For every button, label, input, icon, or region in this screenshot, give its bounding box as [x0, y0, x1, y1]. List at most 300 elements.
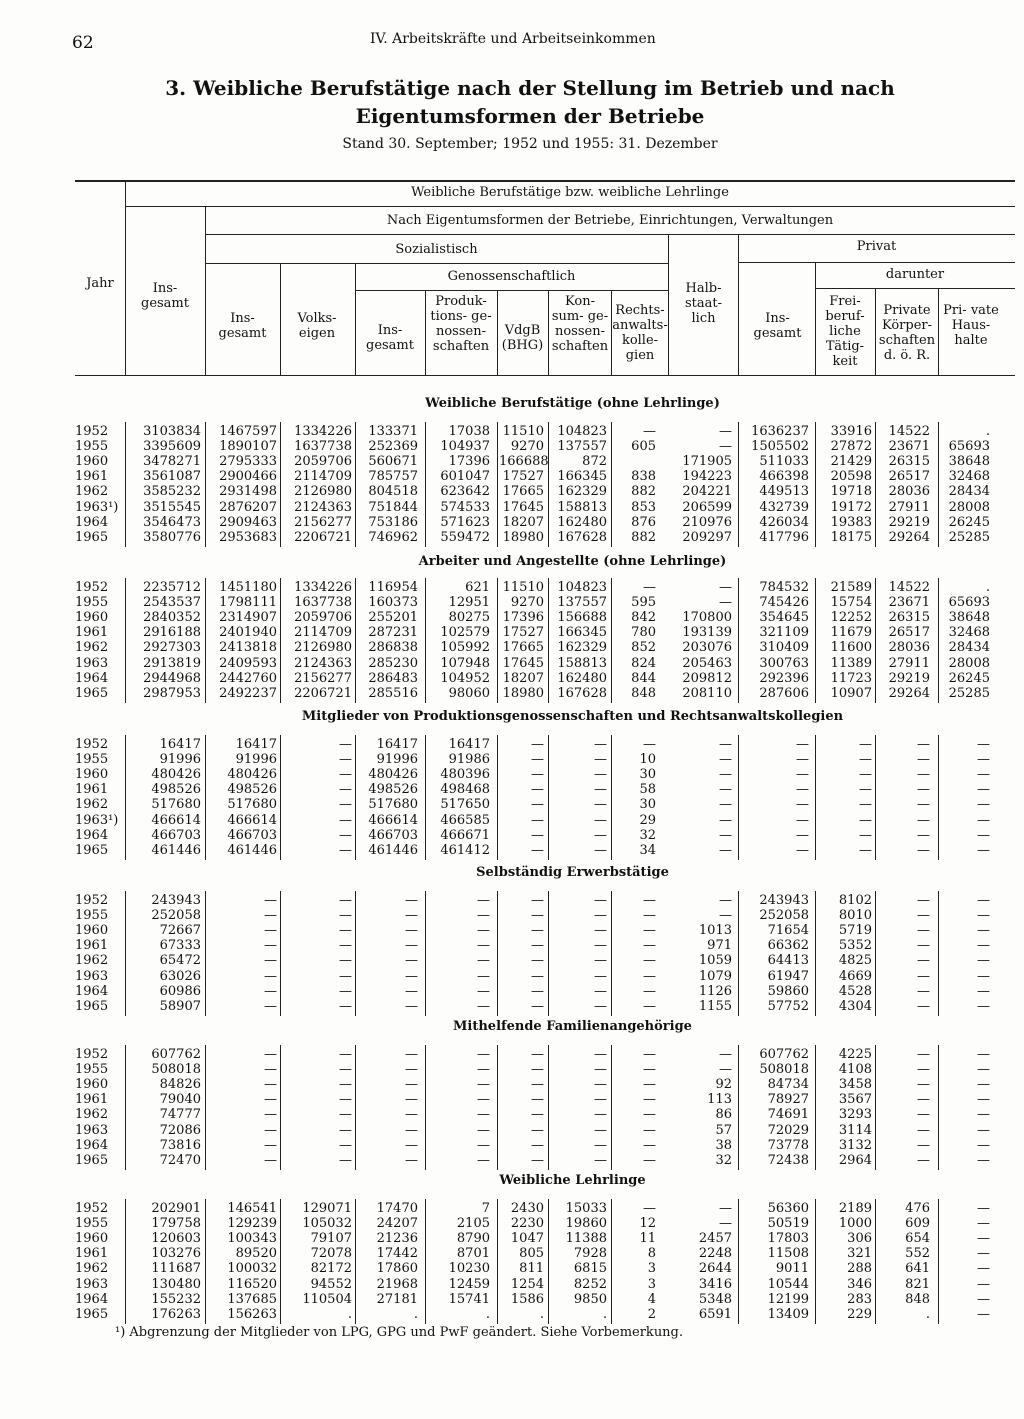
- table-cell: —: [917, 923, 930, 939]
- table-cell: 3416: [698, 1276, 732, 1292]
- table-cell: —: [977, 752, 990, 768]
- table-cell: 842: [631, 610, 656, 626]
- table-row: [75, 1092, 1015, 1107]
- table-cell: —: [477, 893, 490, 908]
- row-year: 1960: [75, 1077, 109, 1093]
- table-cell: 23671: [888, 595, 930, 611]
- table-cell: —: [264, 923, 277, 939]
- table-cell: —: [796, 767, 809, 783]
- table-cell: 255201: [368, 610, 418, 626]
- row-year: 1961: [75, 469, 109, 485]
- table-cell: —: [977, 1201, 990, 1216]
- table-cell: 1334226: [294, 580, 352, 595]
- table-cell: 310409: [759, 640, 809, 656]
- table-cell: 2189: [838, 1201, 872, 1216]
- table-cell: 19860: [565, 1216, 607, 1232]
- table-cell: 461446: [227, 842, 277, 858]
- table-cell: 19718: [830, 484, 872, 500]
- table-cell: 58907: [159, 998, 201, 1014]
- table-row: [75, 1077, 1015, 1092]
- table-cell: 2492237: [219, 685, 277, 701]
- table-cell: —: [917, 812, 930, 828]
- table-cell: 18980: [502, 685, 544, 701]
- table-row: [75, 595, 1015, 610]
- table-cell: 4: [647, 1291, 656, 1307]
- table-cell: 2235712: [143, 580, 201, 595]
- table-cell: 12199: [767, 1291, 809, 1307]
- table-cell: —: [264, 1152, 277, 1168]
- table-cell: 209812: [682, 670, 732, 686]
- table-cell: —: [405, 1122, 418, 1138]
- table-cell: —: [531, 767, 544, 783]
- table-cell: 64413: [767, 953, 809, 969]
- table-cell: —: [477, 968, 490, 984]
- table-cell: —: [339, 968, 352, 984]
- table-cell: —: [594, 953, 607, 969]
- table-cell: —: [405, 893, 418, 908]
- table-cell: 78927: [767, 1092, 809, 1108]
- table-cell: 971: [707, 938, 732, 954]
- table-cell: —: [917, 752, 930, 768]
- table-row: [75, 500, 1015, 515]
- table-cell: 91986: [448, 752, 490, 768]
- row-year: 1960: [75, 454, 109, 470]
- table-cell: 2248: [698, 1246, 732, 1262]
- table-cell: 480426: [227, 767, 277, 783]
- row-year: 1965: [75, 1152, 109, 1168]
- table-cell: 26315: [888, 610, 930, 626]
- table-cell: 12: [639, 1216, 656, 1232]
- table-cell: —: [477, 953, 490, 969]
- table-title: [0, 74, 1024, 130]
- row-year: 1963: [75, 968, 109, 984]
- table-cell: —: [977, 1261, 990, 1277]
- table-cell: 167628: [557, 529, 607, 545]
- table-cell: 621: [465, 580, 490, 595]
- table-cell: —: [594, 1062, 607, 1078]
- table-cell: 84734: [767, 1077, 809, 1093]
- table-cell: 209297: [682, 529, 732, 545]
- table-cell: —: [643, 983, 656, 999]
- table-cell: —: [405, 1047, 418, 1062]
- table-cell: 466398: [759, 469, 809, 485]
- table-cell: .: [485, 1306, 490, 1322]
- table-cell: —: [917, 797, 930, 813]
- table-cell: 91996: [376, 752, 418, 768]
- table-cell: 882: [631, 529, 656, 545]
- table-cell: —: [859, 812, 872, 828]
- table-cell: —: [594, 998, 607, 1014]
- vline-volkseigen: [280, 263, 281, 375]
- table-cell: —: [643, 1047, 656, 1062]
- header-privat: Privat: [856, 239, 897, 254]
- table-cell: —: [977, 1306, 990, 1322]
- header-koerperschaften: Private Körper- schaften d. ö. R.: [878, 303, 936, 363]
- table-cell: 7: [481, 1201, 490, 1216]
- table-cell: —: [594, 737, 607, 752]
- table-cell: 29264: [888, 529, 930, 545]
- table-cell: —: [594, 1077, 607, 1093]
- table-cell: 498526: [368, 782, 418, 798]
- table-cell: 1000: [838, 1216, 872, 1232]
- row-year: 1952: [75, 1201, 109, 1216]
- table-cell: 18980: [502, 529, 544, 545]
- vline-haus: [938, 288, 939, 375]
- table-cell: 92: [715, 1077, 732, 1093]
- table-cell: —: [339, 1062, 352, 1078]
- table-cell: —: [594, 983, 607, 999]
- row-year: 1963¹): [75, 499, 119, 515]
- table-cell: —: [339, 1137, 352, 1153]
- section-title: Weibliche Berufstätige (ohne Lehrlinge): [425, 396, 720, 411]
- table-cell: 74777: [159, 1107, 201, 1123]
- table-row: [75, 767, 1015, 782]
- row-year: 1960: [75, 767, 109, 783]
- table-cell: 56360: [767, 1201, 809, 1216]
- row-year: 1965: [75, 998, 109, 1014]
- table-cell: 17527: [502, 469, 544, 485]
- table-cell: 110504: [302, 1291, 352, 1307]
- table-cell: —: [977, 767, 990, 783]
- table-cell: —: [643, 737, 656, 752]
- table-cell: 104952: [440, 670, 490, 686]
- table-cell: 10544: [767, 1276, 809, 1292]
- table-cell: 2927303: [143, 640, 201, 656]
- table-cell: 166345: [557, 625, 607, 641]
- section-title: Arbeiter und Angestellte (ohne Lehrlinge): [418, 554, 727, 569]
- table-cell: 179758: [151, 1216, 201, 1232]
- table-cell: 746962: [368, 529, 418, 545]
- table-cell: 2156277: [294, 670, 352, 686]
- section-title: Mithelfende Familienangehörige: [453, 1019, 692, 1034]
- table-cell: —: [977, 953, 990, 969]
- table-cell: —: [339, 812, 352, 828]
- table-cell: 780: [631, 625, 656, 641]
- table-cell: —: [977, 1291, 990, 1307]
- table-cell: 29219: [888, 514, 930, 530]
- table-cell: 3478271: [143, 454, 201, 470]
- table-cell: —: [594, 923, 607, 939]
- table-cell: —: [977, 782, 990, 798]
- table-cell: 8: [647, 1246, 656, 1262]
- table-cell: —: [977, 1107, 990, 1123]
- table-cell: 571623: [440, 514, 490, 530]
- table-cell: —: [977, 737, 990, 752]
- table-cell: 50519: [767, 1216, 809, 1232]
- table-cell: —: [405, 1077, 418, 1093]
- table-cell: 9270: [510, 439, 544, 455]
- table-cell: 466703: [151, 827, 201, 843]
- table-cell: —: [719, 767, 732, 783]
- table-cell: 91996: [159, 752, 201, 768]
- table-cell: 848: [905, 1291, 930, 1307]
- table-cell: 8010: [838, 908, 872, 924]
- table-cell: —: [339, 1092, 352, 1108]
- table-cell: 27181: [376, 1291, 418, 1307]
- table-cell: 72078: [310, 1246, 352, 1262]
- table-cell: —: [594, 827, 607, 843]
- table-cell: —: [594, 1092, 607, 1108]
- table-cell: 29: [639, 812, 656, 828]
- table-cell: 155232: [151, 1291, 201, 1307]
- table-cell: —: [264, 938, 277, 954]
- table-cell: 2795333: [219, 454, 277, 470]
- table-cell: —: [477, 1152, 490, 1168]
- table-cell: 2876207: [219, 499, 277, 515]
- table-row: [75, 908, 1015, 923]
- table-cell: 1636237: [751, 424, 809, 439]
- table-cell: 3: [647, 1261, 656, 1277]
- table-cell: —: [643, 424, 656, 439]
- table-cell: 2124363: [294, 655, 352, 671]
- table-row: [75, 1216, 1015, 1231]
- table-cell: 206599: [682, 499, 732, 515]
- table-cell: —: [594, 968, 607, 984]
- vline-privat: [738, 234, 739, 375]
- table-cell: —: [339, 1122, 352, 1138]
- table-cell: 508018: [151, 1062, 201, 1078]
- table-cell: 872: [582, 454, 607, 470]
- vline-konsum: [548, 290, 549, 375]
- table-cell: 12951: [448, 595, 490, 611]
- table-cell: 82172: [310, 1261, 352, 1277]
- table-cell: —: [917, 968, 930, 984]
- table-cell: —: [477, 1137, 490, 1153]
- table-cell: —: [405, 908, 418, 924]
- table-cell: —: [977, 812, 990, 828]
- table-cell: 17665: [502, 484, 544, 500]
- table-cell: —: [339, 908, 352, 924]
- table-cell: —: [859, 827, 872, 843]
- table-cell: 2909463: [219, 514, 277, 530]
- table-cell: 287606: [759, 685, 809, 701]
- table-cell: —: [339, 782, 352, 798]
- table-cell: —: [643, 998, 656, 1014]
- table-cell: —: [594, 1152, 607, 1168]
- table-cell: —: [339, 923, 352, 939]
- table-cell: 18207: [502, 514, 544, 530]
- table-cell: 559472: [440, 529, 490, 545]
- table-cell: 805: [519, 1246, 544, 1262]
- table-cell: 38648: [948, 454, 990, 470]
- table-cell: 21236: [376, 1231, 418, 1247]
- table-row: [75, 686, 1015, 701]
- table-cell: —: [531, 1092, 544, 1108]
- table-cell: —: [719, 782, 732, 798]
- row-year: 1955: [75, 439, 109, 455]
- header-rule-3: [205, 263, 668, 264]
- table-cell: —: [719, 893, 732, 908]
- table-cell: 104823: [557, 424, 607, 439]
- table-cell: 166345: [557, 469, 607, 485]
- table-cell: 28008: [948, 655, 990, 671]
- table-cell: 15741: [448, 1291, 490, 1307]
- table-cell: —: [531, 923, 544, 939]
- table-cell: —: [339, 998, 352, 1014]
- table-cell: —: [531, 1122, 544, 1138]
- table-cell: —: [339, 1077, 352, 1093]
- table-cell: 72470: [159, 1152, 201, 1168]
- table-cell: 852: [631, 640, 656, 656]
- table-cell: —: [643, 1077, 656, 1093]
- table-cell: 2230: [510, 1216, 544, 1232]
- table-cell: 28434: [948, 484, 990, 500]
- table-cell: —: [531, 842, 544, 858]
- table-cell: 65472: [159, 953, 201, 969]
- table-cell: 607762: [151, 1047, 201, 1062]
- table-cell: 158813: [557, 655, 607, 671]
- table-cell: —: [477, 1107, 490, 1123]
- table-cell: 229: [847, 1306, 872, 1322]
- table-cell: —: [796, 752, 809, 768]
- table-cell: 3132: [838, 1137, 872, 1153]
- table-cell: —: [859, 797, 872, 813]
- table-cell: 346: [847, 1276, 872, 1292]
- table-cell: —: [977, 1152, 990, 1168]
- table-cell: —: [339, 752, 352, 768]
- table-cell: 21589: [830, 580, 872, 595]
- table-cell: 210976: [682, 514, 732, 530]
- table-cell: 607762: [759, 1047, 809, 1062]
- table-cell: —: [405, 1107, 418, 1123]
- table-cell: 2931498: [219, 484, 277, 500]
- vline-soz: [205, 207, 206, 375]
- table-cell: .: [602, 1306, 607, 1322]
- table-cell: 12459: [448, 1276, 490, 1292]
- table-cell: 853: [631, 499, 656, 515]
- table-row: [75, 1201, 1015, 1216]
- table-cell: 2124363: [294, 499, 352, 515]
- table-cell: .: [985, 580, 990, 595]
- table-cell: 111687: [151, 1261, 201, 1277]
- table-cell: 67333: [159, 938, 201, 954]
- table-cell: 753186: [368, 514, 418, 530]
- table-cell: 156263: [227, 1306, 277, 1322]
- table-cell: 2059706: [294, 454, 352, 470]
- table-cell: 26245: [948, 514, 990, 530]
- header-rule-1: [125, 206, 1015, 207]
- vline-insgesamt: [125, 181, 126, 375]
- table-cell: 133371: [368, 424, 418, 439]
- header-sozialistisch: Sozialistisch: [395, 242, 478, 257]
- table-cell: 29219: [888, 670, 930, 686]
- table-cell: —: [977, 1276, 990, 1292]
- table-cell: 2900466: [219, 469, 277, 485]
- table-row: [75, 1153, 1015, 1168]
- row-year: 1965: [75, 685, 109, 701]
- footnote: ¹) Abgrenzung der Mitglieder von LPG, GPG und PwF geändert. Siehe Vorbemerkung.: [115, 1325, 684, 1340]
- table-cell: 129071: [302, 1201, 352, 1216]
- table-cell: 3567: [838, 1092, 872, 1108]
- table-cell: —: [977, 1231, 990, 1247]
- header-top-rule: [75, 180, 1015, 182]
- table-cell: —: [405, 983, 418, 999]
- table-cell: 11723: [830, 670, 872, 686]
- row-year: 1955: [75, 1216, 109, 1232]
- table-cell: 17396: [502, 610, 544, 626]
- table-cell: —: [531, 1137, 544, 1153]
- table-row: [75, 424, 1015, 439]
- table-cell: 480396: [440, 767, 490, 783]
- table-cell: 100032: [227, 1261, 277, 1277]
- table-cell: 59860: [767, 983, 809, 999]
- table-cell: —: [339, 1047, 352, 1062]
- table-cell: 2442760: [219, 670, 277, 686]
- table-cell: 3103834: [143, 424, 201, 439]
- table-cell: —: [531, 797, 544, 813]
- row-year: 1964: [75, 1291, 109, 1307]
- table-cell: 354645: [759, 610, 809, 626]
- table-cell: —: [917, 1047, 930, 1062]
- table-cell: 3585232: [143, 484, 201, 500]
- table-cell: 104823: [557, 580, 607, 595]
- table-cell: 3395609: [143, 439, 201, 455]
- table-cell: —: [264, 1047, 277, 1062]
- table-row: [75, 1307, 1015, 1322]
- table-cell: 12252: [830, 610, 872, 626]
- table-cell: 1505502: [751, 439, 809, 455]
- table-cell: 9850: [573, 1291, 607, 1307]
- row-year: 1964: [75, 1137, 109, 1153]
- table-cell: 1079: [698, 968, 732, 984]
- table-cell: 2126980: [294, 484, 352, 500]
- table-cell: 2401940: [219, 625, 277, 641]
- row-year: 1955: [75, 595, 109, 611]
- table-cell: 449513: [759, 484, 809, 500]
- table-cell: —: [477, 1062, 490, 1078]
- table-cell: 17442: [376, 1246, 418, 1262]
- table-cell: 10: [639, 752, 656, 768]
- table-cell: 4108: [838, 1062, 872, 1078]
- table-cell: —: [719, 1201, 732, 1216]
- table-cell: 466614: [227, 812, 277, 828]
- table-cell: —: [977, 983, 990, 999]
- table-cell: 162480: [557, 514, 607, 530]
- row-year: 1952: [75, 893, 109, 908]
- table-cell: 2206721: [294, 685, 352, 701]
- table-cell: —: [643, 893, 656, 908]
- table-cell: 2987953: [143, 685, 201, 701]
- table-cell: —: [264, 1062, 277, 1078]
- table-cell: —: [643, 1201, 656, 1216]
- table-cell: —: [594, 938, 607, 954]
- table-cell: 17527: [502, 625, 544, 641]
- table-row: [75, 737, 1015, 752]
- table-cell: 1126: [698, 983, 732, 999]
- table-cell: —: [405, 1062, 418, 1078]
- table-cell: 60986: [159, 983, 201, 999]
- table-cell: —: [594, 782, 607, 798]
- table-cell: —: [643, 908, 656, 924]
- table-cell: 4825: [838, 953, 872, 969]
- table-cell: —: [643, 938, 656, 954]
- table-cell: 508018: [759, 1062, 809, 1078]
- table-cell: 466671: [440, 827, 490, 843]
- row-year: 1962: [75, 953, 109, 969]
- table-cell: 11679: [830, 625, 872, 641]
- table-cell: 3515545: [143, 499, 201, 515]
- table-cell: —: [643, 953, 656, 969]
- table-cell: 480426: [151, 767, 201, 783]
- table-cell: —: [531, 1107, 544, 1123]
- table-cell: —: [339, 797, 352, 813]
- header-top: Weibliche Berufstätige bzw. weibliche Lehrlinge: [411, 185, 729, 200]
- table-cell: —: [264, 893, 277, 908]
- table-row: [75, 1062, 1015, 1077]
- row-year: 1960: [75, 923, 109, 939]
- table-cell: 158813: [557, 499, 607, 515]
- table-cell: 16417: [159, 737, 201, 752]
